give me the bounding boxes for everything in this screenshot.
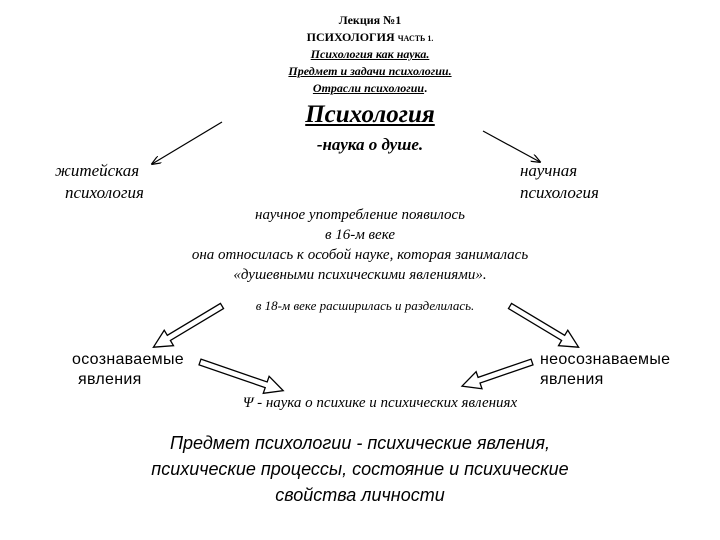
psi-definition: Ψ - наука о психике и психических явлениях [242,395,518,411]
history-line-2: в 16-м веке [324,227,396,243]
everyday-psychology-line-2: психология [65,183,144,202]
main-subtitle: -наука о душе. [316,135,424,154]
history-line-4: «душевными психическими явлениями». [233,267,487,283]
subject-line-3: свойства личности [275,485,445,505]
arrow-to-scientific [483,131,540,162]
topic-branches-text: Отрасли психологии [312,81,425,95]
unconscious-line-2: явления [540,371,604,388]
history-line-1: научное употребление появилось [255,207,465,223]
main-title: Психология [305,101,435,128]
subject-line-1: Предмет психологии - психические явления, [169,433,551,453]
everyday-psychology-line-1: житейская [55,161,140,180]
scientific-psychology-line-2: психология [520,183,599,202]
topic-subject: Предмет и задачи психологии. [288,64,452,78]
subject-line-2: психические процессы, состояние и психические [151,459,569,479]
topic-branches-dot: . [424,81,428,95]
conscious-line-2: явления [78,371,142,388]
block-arrow-conscious-to-psi [197,353,286,399]
scientific-psychology-line-1: научная [520,161,578,180]
expansion-note: в 18-м веке расширилась и разделилась. [255,298,475,313]
course-name: ПСИХОЛОГИЯ [306,30,395,44]
lecture-label: Лекция №1 [338,13,402,27]
unconscious-line-1: неосознаваемые [540,351,671,368]
arrow-to-everyday [152,122,222,164]
block-arrow-to-conscious [149,298,227,355]
topic-science: Психология как наука. [310,47,430,61]
block-arrow-unconscious-to-psi [459,353,535,394]
course-part: ЧАСТЬ 1. [397,34,434,43]
conscious-line-1: осознаваемые [72,351,184,368]
history-line-3: она относилась к особой науке, которая занималась [191,247,529,263]
block-arrow-to-unconscious [505,298,583,355]
